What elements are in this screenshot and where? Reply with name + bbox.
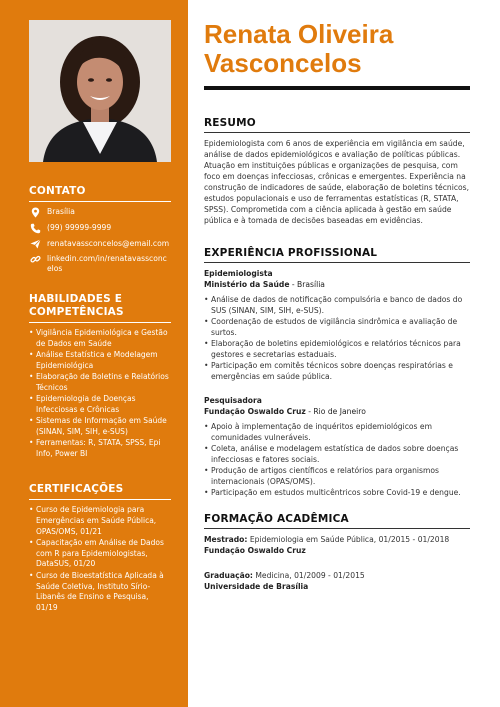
linkedin-link[interactable]: linkedin.com/in/renatavassconcelos [47,254,167,273]
list-item: • Análise Estatística e Modelagem Epidemiológica [36,350,171,372]
contact-phone [29,223,171,234]
header [204,20,470,90]
summary-section [204,117,470,226]
candidate-name [204,20,470,78]
education-entry [204,534,470,556]
list-item: • Elaboração de boletins epidemiológicos e relatórios técnicos para gestores e secretarias estaduais. [211,338,470,360]
education-school: Fundação Oswaldo Cruz [204,546,306,555]
job-location: - Rio de Janeiro [305,407,366,416]
skills-title: HABILIDADES E COMPETÊNCIAS [29,293,171,323]
education-degree-line [204,570,470,581]
certifications-list [29,505,171,614]
email-link[interactable]: renatavassconcelos@email.com [47,239,170,248]
name-line-2: Vasconcelos [204,48,362,78]
job-bullets [204,421,470,498]
sidebar [0,0,188,707]
skills-section [29,293,171,461]
job-role: Pesquisadora [204,396,262,405]
contact-title: CONTATO [29,185,171,202]
list-item: • Participação em comitês técnicos sobre doenças respiratórias e emergências em saúde pública. [211,360,470,382]
job-company-line [204,279,470,290]
experience-section [204,247,470,498]
list-item: • Produção de artigos científicos e relatórios para organismos internacionais (OPAS/OMS). [211,465,470,487]
summary-text: Epidemiologista com 6 anos de experiência em vigilância em saúde, análise de dados epidemiológicos e avaliação de políticas públicas. Atuação em instituições públicas e organizações de pesquisa, com foco em doenças infecciosas, crônicas e emergentes. Experiência na construção de indicadores de saúde, elaboração de boletins técnicos, estudos populacionais e uso de ferramentas estatísticas (R, STATA, SPSS). Comprometida com a ciência aplicada à gestão em saúde pública e à tomada de decisões baseadas em evidências. [204,139,470,225]
list-item: • Coleta, análise e modelagem estatística de dados sobre doenças infecciosas e fatores sociais. [211,443,470,465]
list-item: • Vigilância Epidemiológica e Gestão de Dados em Saúde [36,328,171,350]
send-icon [29,239,41,249]
list-item: • Análise de dados de notificação compulsória e banco de dados do SUS (SINAN, SIM, SIH, e-SUS). [211,294,470,316]
education-degree-line [204,534,470,545]
job-company: Ministério da Saúde [204,280,290,289]
education-label: Mestrado: [204,535,248,544]
list-item: • Capacitação em Análise de Dados com R para Epidemiologistas, DataSUS, 01/20 [36,538,171,570]
link-icon [29,254,41,265]
list-item: • Sistemas de Informação em Saúde (SINAN, SIM, SIH, e-SUS) [36,416,171,438]
job-company-line [204,406,470,417]
contact-location [29,207,171,218]
contact-linkedin[interactable] [29,254,171,274]
list-item: • Curso de Epidemiologia para Emergências em Saúde Pública, OPAS/OMS, 01/21 [36,505,171,537]
phone-icon [29,223,41,234]
list-item: • Ferramentas: R, STATA, SPSS, Epi Info, Power BI [36,438,171,460]
job-entry [204,268,470,382]
education-course: Epidemiologia em Saúde Pública, 01/2015 - 01/2018 [247,535,450,544]
education-label: Graduação: [204,571,253,580]
contact-email[interactable] [29,239,171,249]
name-line-1: Renata Oliveira [204,19,394,49]
contact-section [29,185,171,279]
certifications-section [29,483,171,614]
list-item: • Curso de Bioestatística Aplicada à Saúde Coletiva, Instituto Sírio-Libanês de Ensino e Pesquisa, 01/19 [36,571,171,614]
location-pin-icon [29,207,41,218]
job-company: Fundação Oswaldo Cruz [204,407,306,416]
summary-title: RESUMO [204,117,470,133]
education-entry [204,570,470,592]
phone-text: (99) 99999-9999 [47,223,112,232]
location-text: Brasília [47,207,75,216]
skills-list [29,328,171,460]
profile-photo-illustration [29,20,171,162]
education-title: FORMAÇÃO ACADÊMICA [204,513,470,529]
list-item: • Participação em estudos multicêntricos sobre Covid-19 e dengue. [211,487,470,498]
job-role: Epidemiologista [204,269,273,278]
profile-photo [29,20,171,162]
list-item: • Elaboração de Boletins e Relatórios Técnicos [36,372,171,394]
education-course: Medicina, 01/2009 - 01/2015 [252,571,365,580]
education-school: Universidade de Brasília [204,582,309,591]
education-section [204,513,470,592]
job-bullets [204,294,470,382]
list-item: • Epidemiologia de Doenças Infecciosas e Crônicas [36,394,171,416]
job-location: - Brasília [289,280,325,289]
list-item: • Apoio à implementação de inquéritos epidemiológicos em comunidades vulneráveis. [211,421,470,443]
experience-title: EXPERIÊNCIA PROFISSIONAL [204,247,470,263]
name-divider [204,86,470,90]
certifications-title: CERTIFICAÇÕES [29,483,171,500]
job-entry [204,395,470,498]
list-item: • Coordenação de estudos de vigilância sindrômica e avaliação de surtos. [211,316,470,338]
